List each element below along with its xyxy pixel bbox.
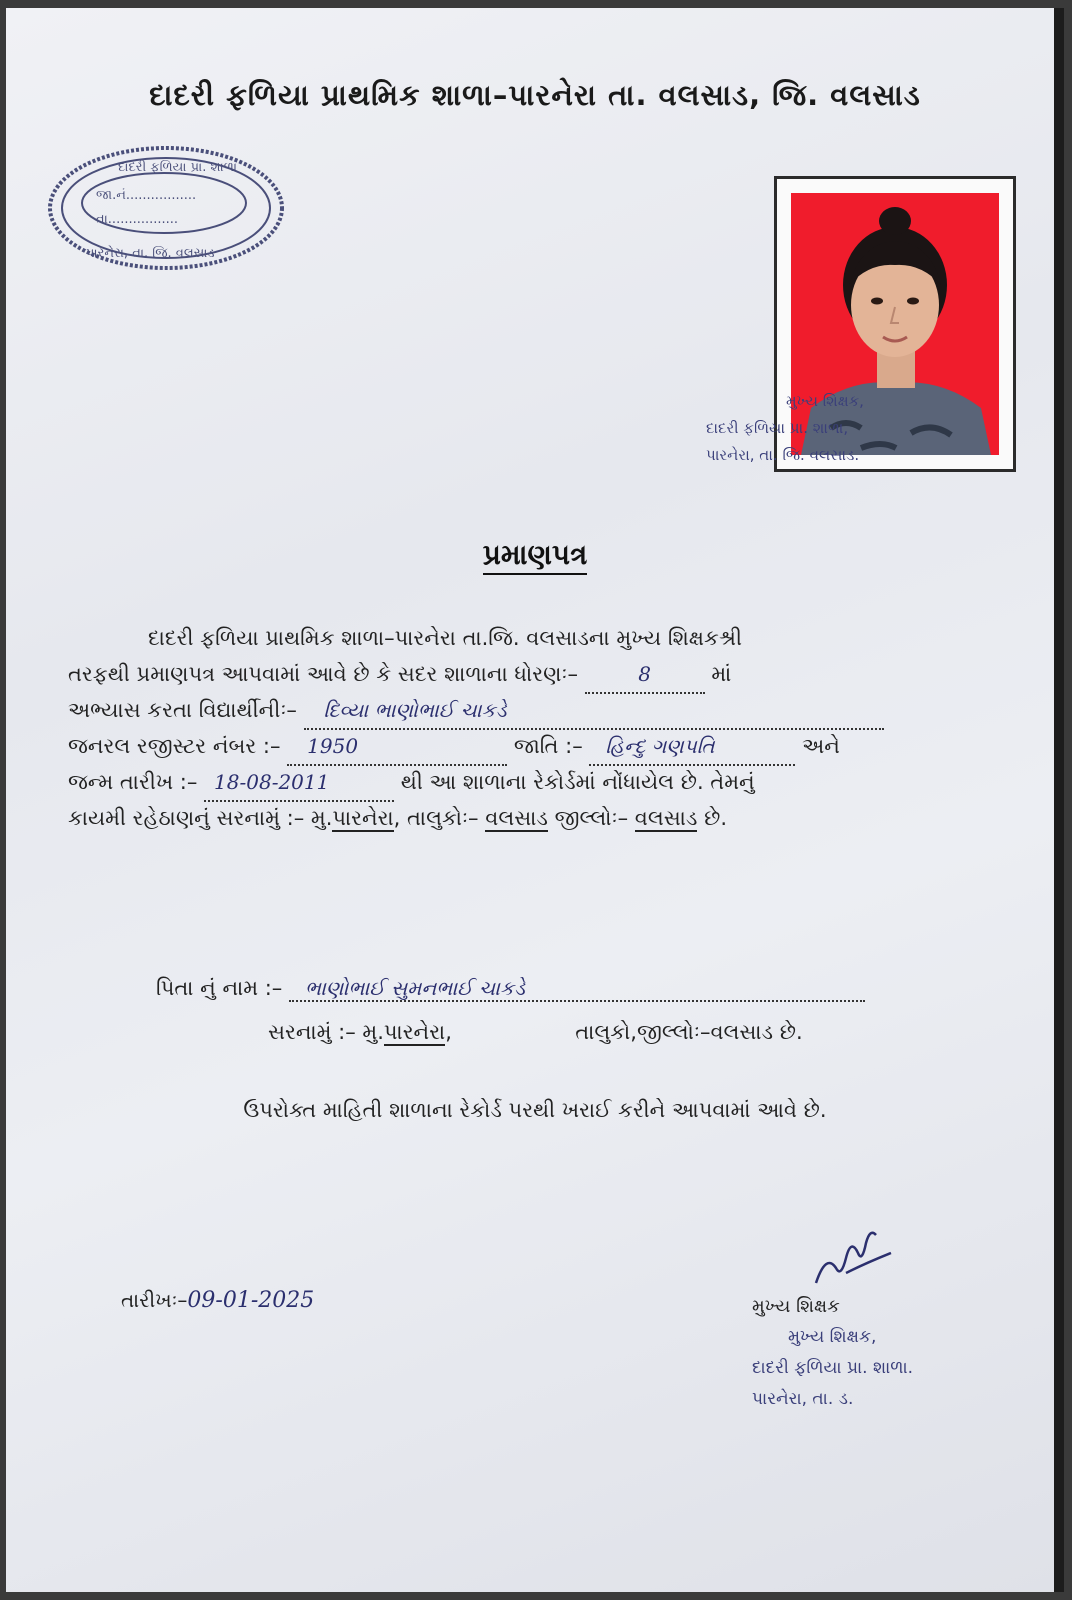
father-name-value: ભાણોભાઈ સુમનભાઈ ચાકડે	[305, 976, 525, 1000]
taluka-value: વલસાડ	[485, 806, 548, 830]
certificate-body	[68, 620, 1008, 836]
sign-title: મુખ્ય શિક્ષક	[752, 1296, 840, 1317]
seal-bottom-text: પારનેરા, તા. જિ. વલસાડ	[86, 246, 215, 261]
father-name-label: પિતા નું નામ :–	[156, 976, 283, 1000]
issue-date-line	[121, 1288, 314, 1313]
district-label: જીલ્લોઃ–	[554, 806, 629, 830]
standard-value: 8	[638, 662, 651, 686]
address-village: પારનેરા	[332, 806, 394, 830]
sign-stamp-line-2: દાદરી ફળિયા પ્રા. શાળા.	[752, 1358, 914, 1378]
body-line-3	[68, 692, 1008, 728]
principal-sign-block	[752, 1291, 913, 1415]
body-line-1	[68, 620, 1008, 656]
body-line-2-text: તરફથી પ્રમાણપત્ર આપવામાં આવે છે કે સદર શાળાના ધોરણઃ–	[68, 662, 578, 686]
side-stamp-line-1: મુખ્ય શિક્ષક,	[786, 392, 864, 410]
school-seal	[46, 143, 286, 273]
body-line-6	[68, 800, 1008, 836]
seal-graphic	[46, 143, 286, 273]
seal-line-2: તા.................	[96, 212, 179, 227]
father-address-comma: ,	[445, 1020, 452, 1044]
district-value: વલસાડ	[634, 806, 698, 830]
principal-side-stamp	[706, 388, 956, 469]
caste-label: જાતિ :–	[513, 734, 583, 758]
verification-note: ઉપરોક્ત માહિતી શાળાના રેકોર્ડ પરથી ખરાઈ કરીને આપવામાં આવે છે.	[243, 1098, 827, 1122]
register-label: જનરલ રજીસ્ટર નંબર :–	[68, 734, 281, 758]
body-line-5-text: થી આ શાળાના રેકોર્ડમાં નોંધાયેલ છે. તેમનું	[400, 770, 755, 794]
body-line-1-text: દાદરી ફળિયા પ્રાથમિક શાળા–પારનેરા તા.જિ. વલસાડના મુખ્ય શિક્ષકશ્રી	[148, 626, 742, 650]
sign-stamp-line-3: પારનેરા, તા. ડ.	[752, 1389, 854, 1409]
body-line-4	[68, 728, 1008, 764]
taluka-label: , તાલુકોઃ–	[393, 806, 479, 830]
father-taluka-district: તાલુકો,જીલ્લોઃ–વલસાડ છે.	[575, 1020, 803, 1044]
side-stamp-line-2: દાદરી ફળિયા પ્રા. શાળા,	[706, 419, 849, 437]
body-line-6-suffix: છે.	[704, 806, 728, 830]
dob-label: જન્મ તારીખ :–	[68, 770, 198, 794]
student-name-value: દિવ્યા ભાણોભાઈ ચાકડે	[323, 698, 507, 722]
side-stamp-line-3: પારનેરા, તા. જિ. વલસાડ.	[706, 446, 860, 464]
father-address-line	[268, 1020, 803, 1045]
school-header-title: દાદરી ફળિયા પ્રાથમિક શાળા–પારનેરા તા. વલસાડ, જિ. વલસાડ	[149, 78, 921, 112]
certificate-heading-wrap	[6, 538, 1064, 572]
seal-line-1: જા.નં.................	[96, 188, 197, 203]
father-address-label: સરનામું :– મુ.	[268, 1020, 384, 1044]
sign-stamp-line-1: મુખ્ય શિક્ષક,	[788, 1327, 877, 1347]
body-line-2	[68, 656, 1008, 692]
dob-value: 18-08-2011	[214, 770, 330, 794]
date-label: તારીખઃ–	[121, 1288, 188, 1312]
body-line-5	[68, 764, 1008, 800]
certificate-paper	[6, 8, 1064, 1592]
body-line-3-text: અભ્યાસ કરતા વિદ્યાર્થીનીઃ–	[68, 698, 297, 722]
issue-date-value: 09-01-2025	[187, 1288, 315, 1313]
principal-signature	[806, 1223, 896, 1293]
body-line-2-suffix: માં	[711, 662, 732, 686]
father-village: પારનેરા	[383, 1020, 446, 1044]
address-label: કાયમી રહેઠાણનું સરનામું :– મુ.	[68, 806, 333, 830]
body-line-4-suffix: અને	[802, 734, 840, 758]
father-name-line	[156, 976, 865, 1002]
caste-value: હિન્દુ ગણપતિ	[605, 734, 715, 758]
seal-top-text: દાદરી ફળિયા પ્રા. શાળા	[118, 160, 238, 175]
register-number-value: 1950	[307, 734, 359, 758]
certificate-heading: પ્રમાણપત્ર	[483, 538, 588, 575]
